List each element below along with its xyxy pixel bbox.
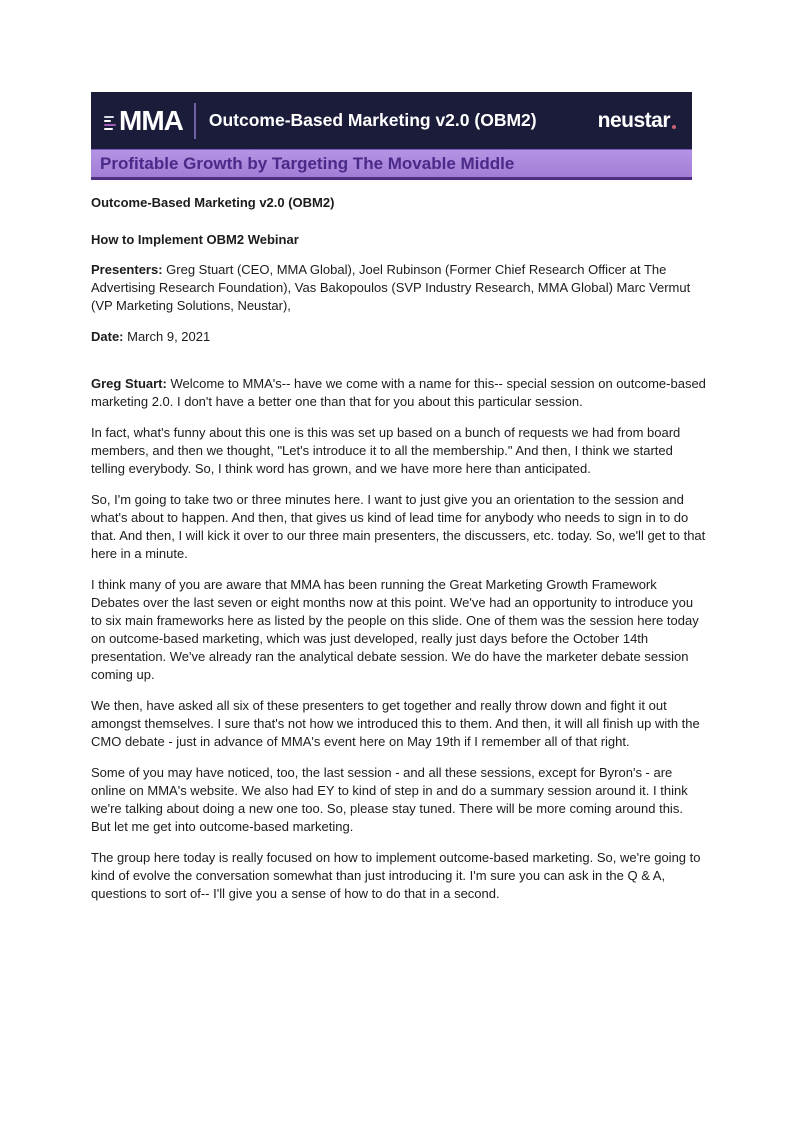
banner-top-bar — [91, 92, 692, 149]
transcript-paragraph: Some of you may have noticed, too, the last session - and all these sessions, except for Byron's - are online on MMA's website. We also had EY to kind of step in and do a summary session around it. I think we're talking about doing a new one too. So, please stay tuned. There will be more coming around this. But let me get into outcome-based marketing. — [91, 765, 688, 834]
speaker-label: Greg Stuart: — [91, 376, 167, 391]
doc-title: Outcome-Based Marketing v2.0 (OBM2) — [91, 195, 335, 210]
banner-divider — [194, 103, 196, 139]
transcript-paragraph — [91, 375, 706, 411]
date-line — [91, 328, 706, 346]
transcript-paragraph: So, I'm going to take two or three minutes here. I want to just give you an orientation to the session and what's about to happen. And then, that gives us kind of lead time for anybody who needs to sign in to do that. And then, I will kick it over to our three main presenters, the discussers, etc. today. So, we'll get to that here in a minute. — [91, 492, 706, 561]
transcript-paragraph: The group here today is really focused on how to implement outcome-based marketing. So, we're going to kind of evolve the conversation somewhat than just introducing it. I'm sure you can ask in the Q & A, questions to sort of-- I'll give you a sense of how to do that in a second. — [91, 850, 701, 901]
presenters-text: Greg Stuart (CEO, MMA Global), Joel Rubinson (Former Chief Research Officer at The Advertising Research Foundation), Vas Bakopoulos (SVP Industry Research, MMA Global) Marc Vermut (VP Marketing Solutions, Neustar), — [91, 262, 691, 313]
banner-title: Outcome-Based Marketing v2.0 (OBM2) — [208, 110, 537, 130]
mma-logo — [104, 104, 183, 136]
banner-tagline-bar — [91, 149, 692, 180]
transcript-paragraph: We then, have asked all six of these presenters to get together and really throw down and fight it out amongst themselves. I sure that's not how we introduced this to them. And then, it will all finish up with the CMO debate - just in advance of MMA's event here on May 19th if I remember all of that right. — [91, 698, 700, 749]
transcript-text: Welcome to MMA's-- have we come with a name for this-- special session on outcome-based marketing 2.0. I don't have a better one than that for you about this particular session. — [91, 376, 706, 409]
presenters-line — [91, 261, 706, 315]
date-label: Date: — [91, 329, 124, 344]
document-page — [0, 92, 800, 903]
transcript-paragraph: I think many of you are aware that MMA has been running the Great Marketing Growth Framework Debates over the last seven or eight months now at this point. We've had an opportunity to introduce you to six main frameworks here as listed by the people on this slide. One of them was the session here today on outcome-based marketing, which was just developed, really just days before the October 14th presentation. We've already ran the analytical debate session. We do have the marketer debate session coming up. — [91, 577, 699, 682]
banner-tagline-text: Profitable Growth by Targeting The Movable Middle — [100, 153, 515, 173]
neustar-logo — [598, 109, 676, 133]
neustar-logo-text: neustar — [597, 108, 670, 132]
mma-logo-lines-icon — [104, 116, 116, 130]
neustar-dot-icon — [672, 125, 676, 129]
mma-logo-text: MMA — [119, 104, 183, 136]
date-text: March 9, 2021 — [123, 329, 211, 344]
header-banner — [91, 92, 692, 180]
doc-subtitle: How to Implement OBM2 Webinar — [91, 232, 299, 247]
transcript-paragraph: In fact, what's funny about this one is this was set up based on a bunch of requests we had from board members, and then we thought, "Let's introduce it to all the membership." And then, I think we started telling everybody. So, I think word has grown, and we have more here than anticipated. — [91, 425, 681, 476]
document-content — [91, 194, 706, 903]
presenters-label: Presenters: — [91, 262, 163, 277]
